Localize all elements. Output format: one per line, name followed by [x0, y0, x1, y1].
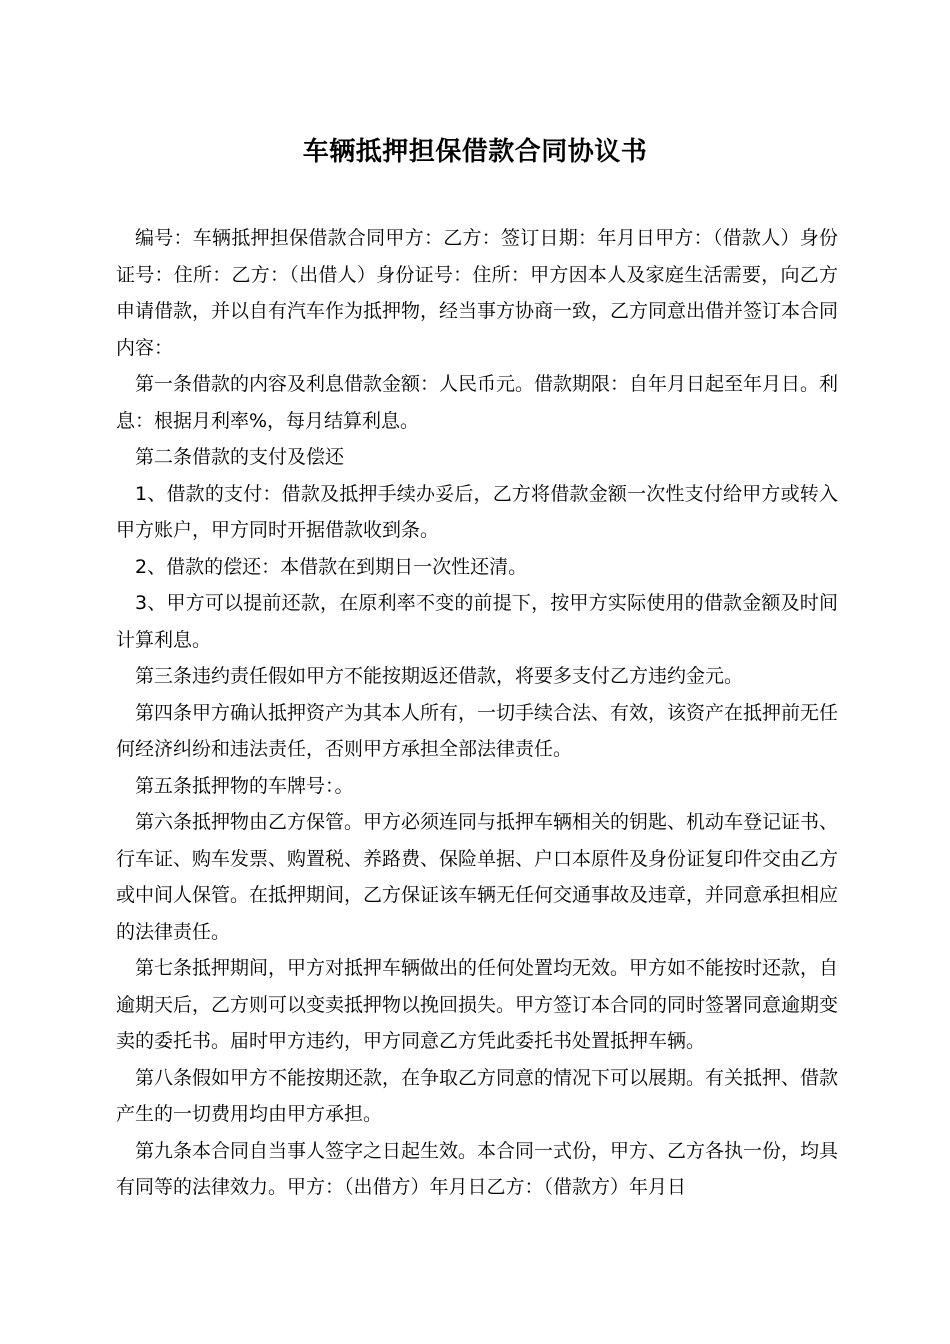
paragraph-article-2-item-2: 2、借款的偿还：本借款在到期日一次性还清。: [135, 555, 528, 578]
paragraph-article-2-item-3: 3、甲方可以提前还款，在原利率不变的前提下，按甲方实际使用的借款金额及时间计算利息。: [116, 592, 838, 651]
paragraph-article-2-item-1: 1、借款的支付：借款及抵押手续办妥后，乙方将借款金额一次性支付给甲方或转入甲方账户，甲方同时开据借款收到条。: [116, 482, 838, 541]
paragraph-article-8: 第八条假如甲方不能按期还款，在争取乙方同意的情况下可以展期。有关抵押、借款产生的一切费用均由甲方承担。: [116, 1066, 839, 1125]
paragraph-article-4: 第四条甲方确认抵押资产为其本人所有，一切手续合法、有效，该资产在抵押前无任何经济纠纷和违法责任，否则甲方承担全部法律责任。: [116, 701, 839, 760]
paragraph-article-3: 第三条违约责任假如甲方不能按期返还借款，将要多支付乙方违约金元。: [135, 665, 744, 687]
paragraph-article-7: 第七条抵押期间，甲方对抵押车辆做出的任何处置均无效。甲方如不能按时还款，自逾期天后，乙方则可以变卖抵押物以挽回损失。甲方签订本合同的同时签署同意逾期变卖的委托书。届时甲方违约，甲方同意乙方凭此委托书处置抵押车辆。: [116, 957, 839, 1052]
paragraph-article-9: 第九条本合同自当事人签字之日起生效。本合同一式份，甲方、乙方各执一份，均具有同等的法律效力。甲方：（出借方）年月日乙方：（借款方）年月日: [116, 1139, 839, 1198]
document-body: [116, 220, 838, 1206]
paragraph-article-2-heading: 第二条借款的支付及偿还: [135, 446, 345, 468]
paragraph-preamble: 编号：车辆抵押担保借款合同甲方：乙方：签订日期：年月日甲方：（借款人）身份证号：住所：乙方：（出借人）身份证号：住所：甲方因本人及家庭生活需要，向乙方申请借款，并以自有汽车作为抵押物，经当事方协商一致，乙方同意出借并签订本合同内容：: [116, 227, 839, 359]
paragraph-article-1: 第一条借款的内容及利息借款金额：人民币元。借款期限：自年月日起至年月日。利息：根据月利率%，每月结算利息。: [116, 373, 839, 432]
document-title: 车辆抵押担保借款合同协议书: [302, 137, 648, 167]
paragraph-article-5: 第五条抵押物的车牌号：。: [135, 774, 354, 797]
paragraph-article-6: 第六条抵押物由乙方保管。甲方必须连同与抵押车辆相关的钥匙、机动车登记证书、行车证、购车发票、购置税、养路费、保险单据、户口本原件及身份证复印件交由乙方或中间人保管。在抵押期间，乙方保证该车辆无任何交通事故及违章，并同意承担相应的法律责任。: [116, 811, 839, 943]
